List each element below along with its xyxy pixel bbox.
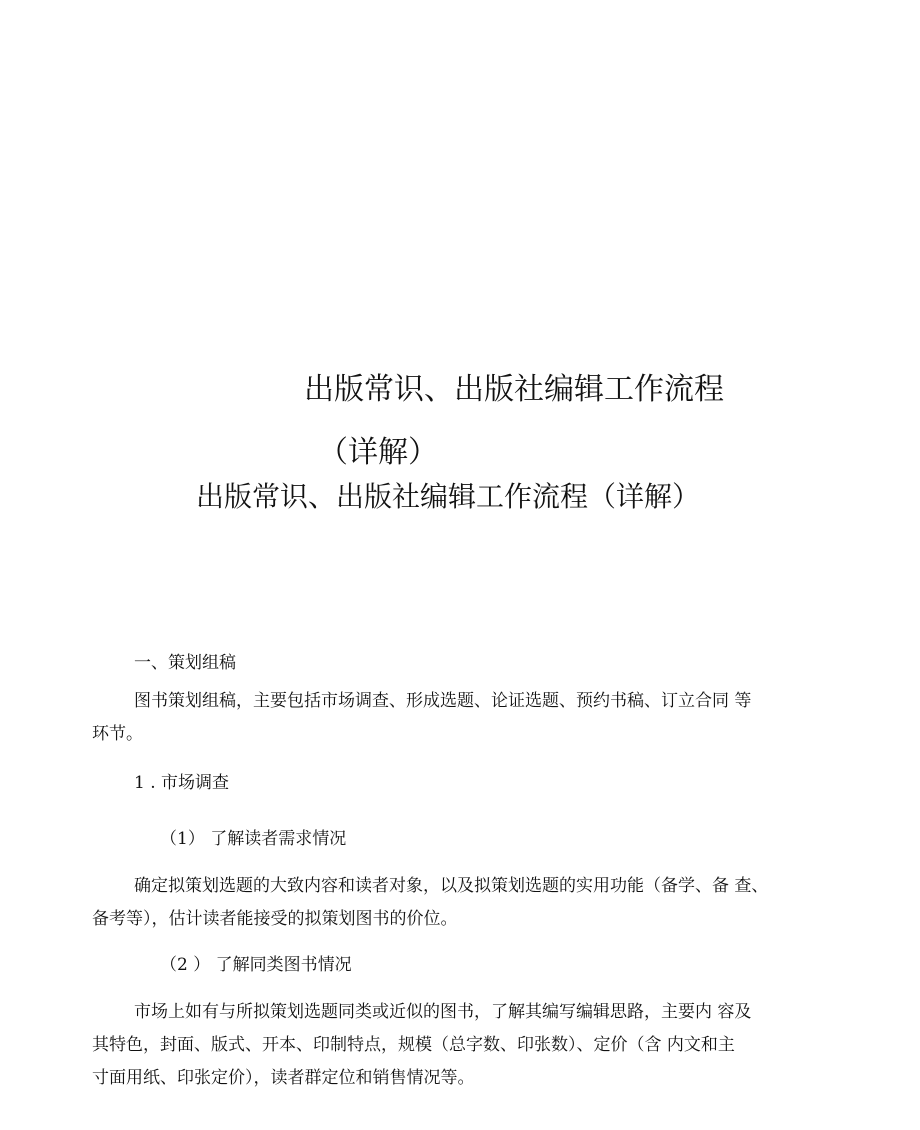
document-title-line1: 出版常识、出版社编辑工作流程 (304, 372, 724, 407)
document-title-repeat: 出版常识、出版社编辑工作流程（详解） (196, 480, 701, 513)
section-intro-line: 图书策划组稿，主要包括市场调查、形成选题、论证选题、预约书稿、订立合同 等 (134, 691, 752, 711)
item-text-line: 市场上如有与所拟策划选题同类或近似的图书，了解其编写编辑思路，主要内 容及 (134, 1002, 752, 1022)
section-heading: 一、策划组稿 (134, 653, 236, 673)
item-text-line: 其特色，封面、版式、开本、印制特点，规模（总字数、印张数）、定价（含 内文和主 (92, 1035, 735, 1055)
item-text-line: 备考等），估计读者能接受的拟策划图书的价位。 (92, 909, 458, 929)
section-intro (92, 685, 822, 751)
item-heading: （2 ） 了解同类图书情况 (160, 955, 352, 975)
subsection-heading: 1 . 市场调查 (134, 773, 230, 793)
item-text-line: 确定拟策划选题的大致内容和读者对象，以及拟策划选题的实用功能（备学、备 查、 (134, 876, 769, 896)
item-heading: （1） 了解读者需求情况 (160, 829, 347, 849)
item-text (92, 870, 822, 936)
item-text-line: 寸面用纸、印张定价），读者群定位和销售情况等。 (92, 1068, 475, 1088)
document-title-line2: （详解） (318, 435, 438, 470)
section-intro-line: 环节。 (92, 724, 143, 744)
item-text (92, 996, 822, 1095)
